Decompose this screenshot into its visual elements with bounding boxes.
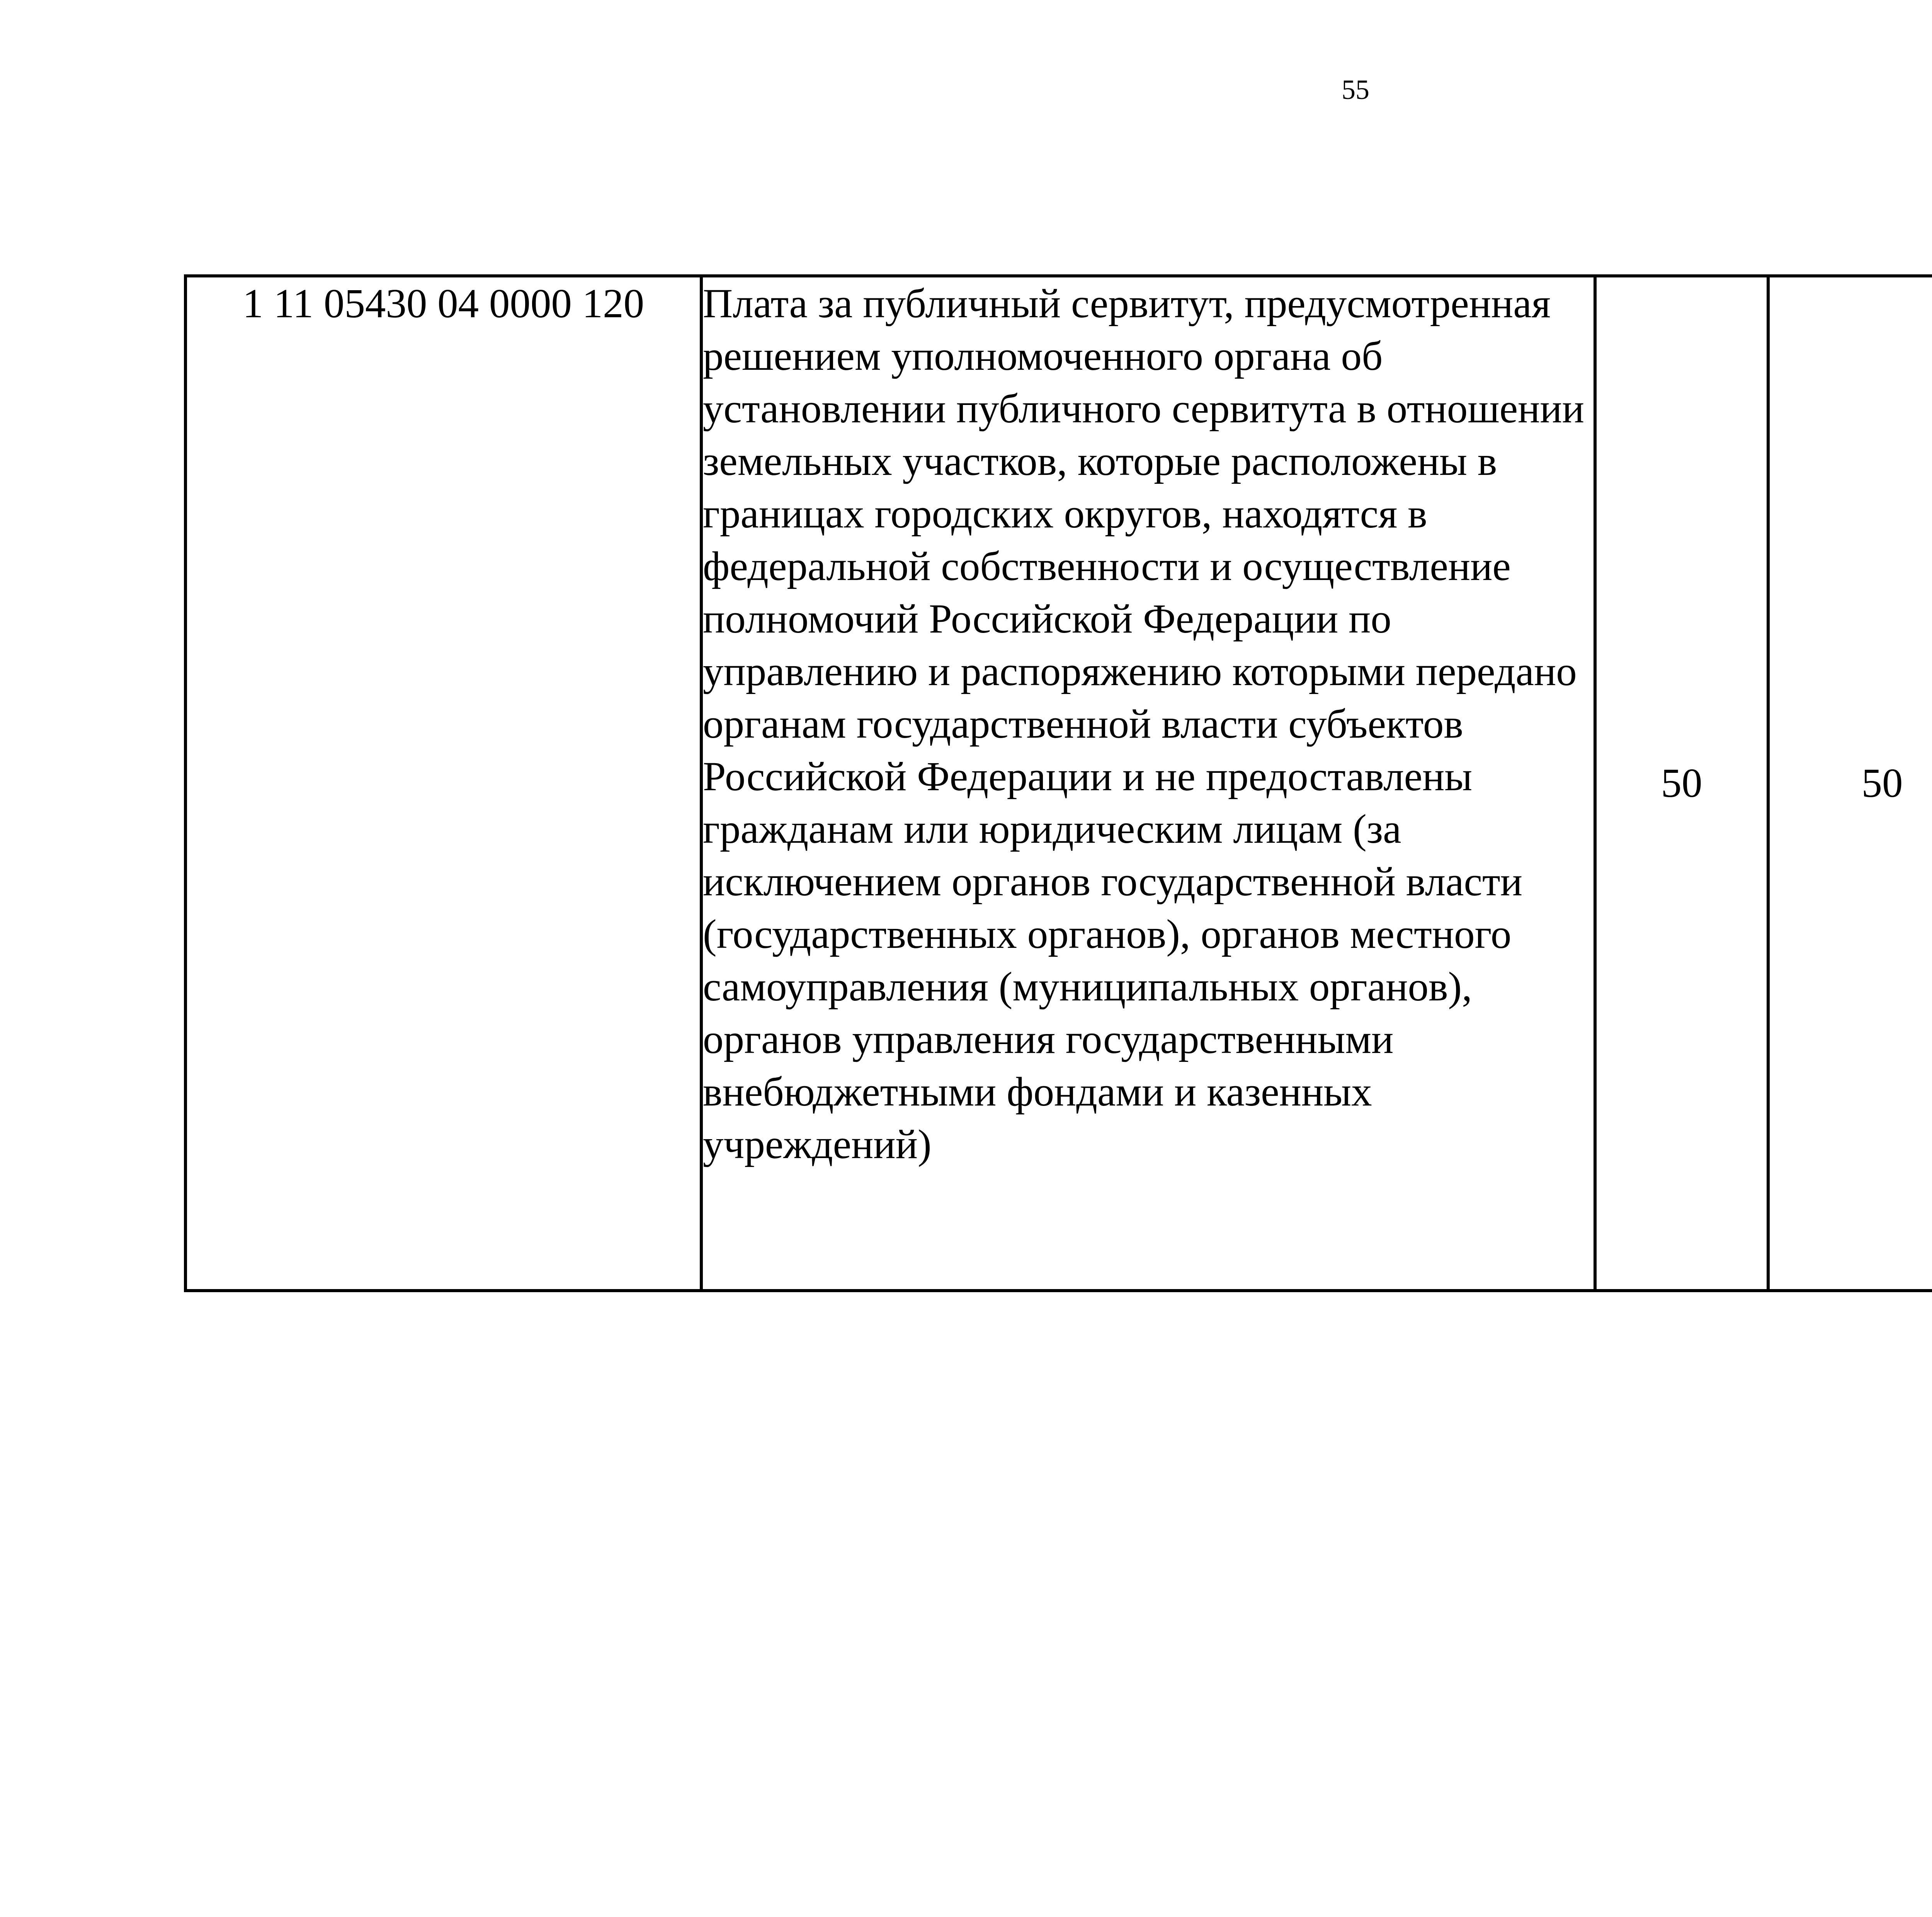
budget-table xyxy=(184,274,1932,1292)
budget-code-cell: 1 11 05430 04 0000 120 xyxy=(185,276,701,1291)
value-cell-2: 50 xyxy=(1768,276,1932,1291)
table-row xyxy=(185,276,1932,1291)
page-number: 55 xyxy=(1342,74,1369,105)
table-container xyxy=(184,274,1932,1292)
value-cell-1: 50 xyxy=(1595,276,1768,1291)
description-cell: Плата за публичный сервитут, предусмотренная решением уполномоченного органа об установлении публичного сервитута в отношении земельных участков, которые расположены в границах городских округов, находятся в федеральной собственности и осуществление полномочий Российской Федерации по управлению и распоряжению которыми передано органам государственной власти субъектов Российской Федерации и не предоставлены гражданам или юридическим лицам (за исключением органов государственной власти (государственных органов), органов местного самоуправления (муниципальных органов), органов управления государственными внебюджетными фондами и казенных учреждений) xyxy=(701,276,1595,1291)
